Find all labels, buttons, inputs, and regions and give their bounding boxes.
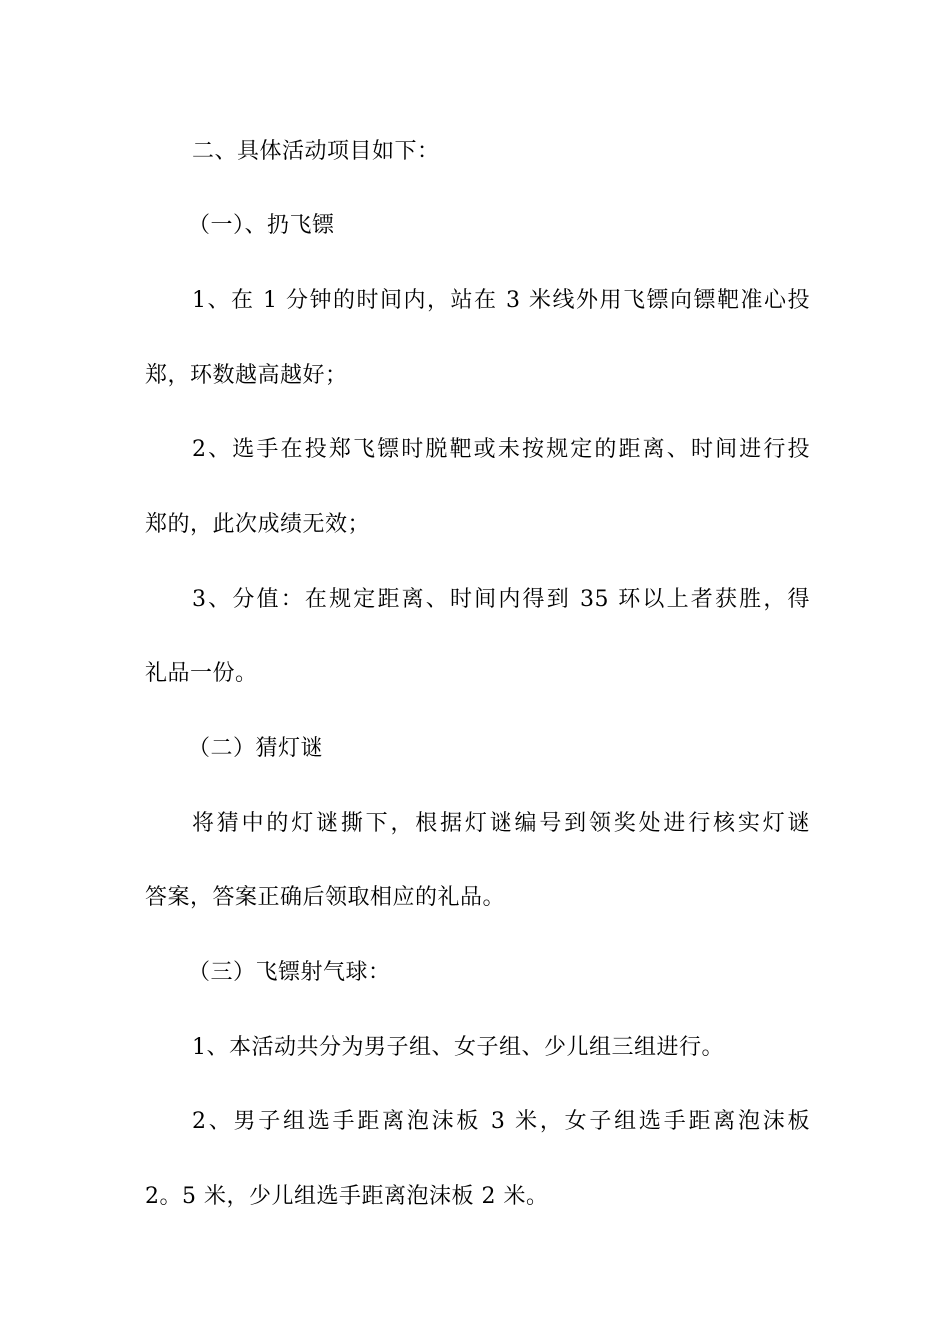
- subsection-heading-darts: （一）、扔飞镖: [188, 213, 335, 238]
- paragraph-line: 将猜中的灯谜撕下，根据灯谜编号到领奖处进行核实灯谜: [192, 811, 810, 836]
- paragraph-line: 1、本活动共分为男子组、女子组、少儿组三组进行。: [192, 1035, 724, 1060]
- paragraph-line: 郑，环数越高越好；: [145, 363, 348, 388]
- paragraph-line: 2、选手在投郑飞镖时脱靶或未按规定的距离、时间进行投: [192, 437, 810, 462]
- paragraph-line: 2。5 米，少儿组选手距离泡沫板 2 米。: [145, 1184, 549, 1209]
- subsection-heading-riddles: （二）猜灯谜: [188, 736, 324, 761]
- paragraph-line: 3、分值：在规定距离、时间内得到 35 环以上者获胜，得: [192, 587, 810, 612]
- paragraph-line: 郑的，此次成绩无效；: [145, 512, 371, 537]
- paragraph-line: 礼品一份。: [145, 661, 258, 686]
- subsection-heading-balloons: （三）飞镖射气球：: [188, 960, 391, 985]
- paragraph-line: 1、在 1 分钟的时间内，站在 3 米线外用飞镖向镖靶准心投: [192, 288, 810, 313]
- paragraph-line: 答案，答案正确后领取相应的礼品。: [145, 885, 506, 910]
- section-heading: 二、具体活动项目如下：: [192, 139, 440, 164]
- paragraph-line: 2、男子组选手距离泡沫板 3 米，女子组选手距离泡沫板: [192, 1109, 810, 1134]
